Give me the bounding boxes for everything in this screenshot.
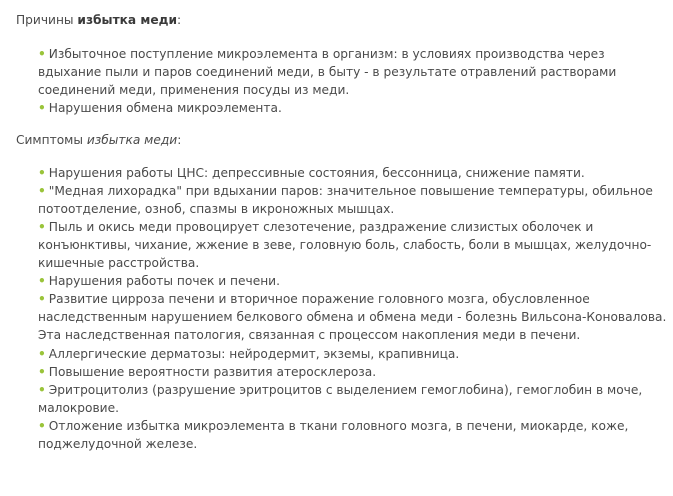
list-item <box>38 363 668 381</box>
symptoms-heading-prefix: Симптомы <box>16 133 87 148</box>
list-item-text: Развитие цирроза печени и вторичное поражение головного мозга, обусловленное наследственным нарушением белкового обмена и обмена меди - болезнь Вильсона-Коновалова. Эта наследственная патология, связанная с процессом накопления меди в печени. <box>38 292 667 343</box>
symptoms-list <box>16 164 673 454</box>
list-item <box>38 417 668 453</box>
list-item-text: Аллергические дерматозы: нейродермит, экземы, крапивница. <box>48 346 460 361</box>
list-item-text: Эритроцитолиз (разрушение эритроцитов с выделением гемоглобина), гемоглобин в моче, малокровие. <box>38 382 643 415</box>
bullet-icon: • <box>38 219 46 234</box>
list-item <box>38 45 668 99</box>
list-item <box>38 164 668 182</box>
bullet-icon: • <box>38 382 46 397</box>
list-item-text: Нарушения обмена микроэлемента. <box>48 101 282 116</box>
causes-heading <box>16 11 673 29</box>
list-item-text: Нарушения работы ЦНС: депрессивные состояния, бессонница, снижение памяти. <box>48 165 585 180</box>
list-item <box>38 381 668 417</box>
bullet-icon: • <box>38 418 46 433</box>
list-item-text: Повышение вероятности развития атеросклероза. <box>48 364 377 379</box>
list-item-text: Избыточное поступление микроэлемента в организм: в условиях производства через вдыхание пыли и паров соединений меди, в быту - в результате отравлений растворами соединений меди, применения посуды из меди. <box>38 47 617 98</box>
bullet-icon: • <box>38 183 46 198</box>
bullet-icon: • <box>38 101 46 116</box>
list-item <box>38 290 668 344</box>
list-item-text: Отложение избытка микроэлемента в ткани головного мозга, в печени, миокарде, коже, поджелудочной железе. <box>38 418 629 451</box>
list-item-text: Пыль и окись меди провоцирует слезотечение, раздражение слизистых оболочек и конъюнктивы, чихание, жжение в зеве, головную боль, слабость, боли в мышцах, желудочно-кишечные расстройства. <box>38 219 652 271</box>
causes-heading-suffix: : <box>177 13 182 27</box>
list-item-text: "Медная лихорадка" при вдыхании паров: значительное повышение температуры, обильное потоотделение, озноб, спазмы в икроножных мышцах. <box>38 183 653 216</box>
symptoms-heading-suffix: : <box>177 133 182 148</box>
list-item-text: Нарушения работы почек и печени. <box>48 274 280 289</box>
list-item <box>38 345 668 363</box>
bullet-icon: • <box>38 364 46 379</box>
list-item <box>38 218 668 272</box>
bullet-icon: • <box>38 165 46 180</box>
bullet-icon: • <box>38 47 46 62</box>
causes-list <box>16 45 673 117</box>
symptoms-heading-emphasis: избытка меди <box>86 133 178 148</box>
symptoms-heading <box>16 131 673 149</box>
causes-heading-prefix: Причины <box>16 13 78 27</box>
list-item <box>38 182 668 218</box>
bullet-icon: • <box>38 346 46 361</box>
bullet-icon: • <box>38 274 46 289</box>
causes-heading-emphasis: избытка меди <box>77 13 177 27</box>
list-item <box>38 99 668 117</box>
list-item <box>38 272 668 290</box>
bullet-icon: • <box>38 292 46 307</box>
